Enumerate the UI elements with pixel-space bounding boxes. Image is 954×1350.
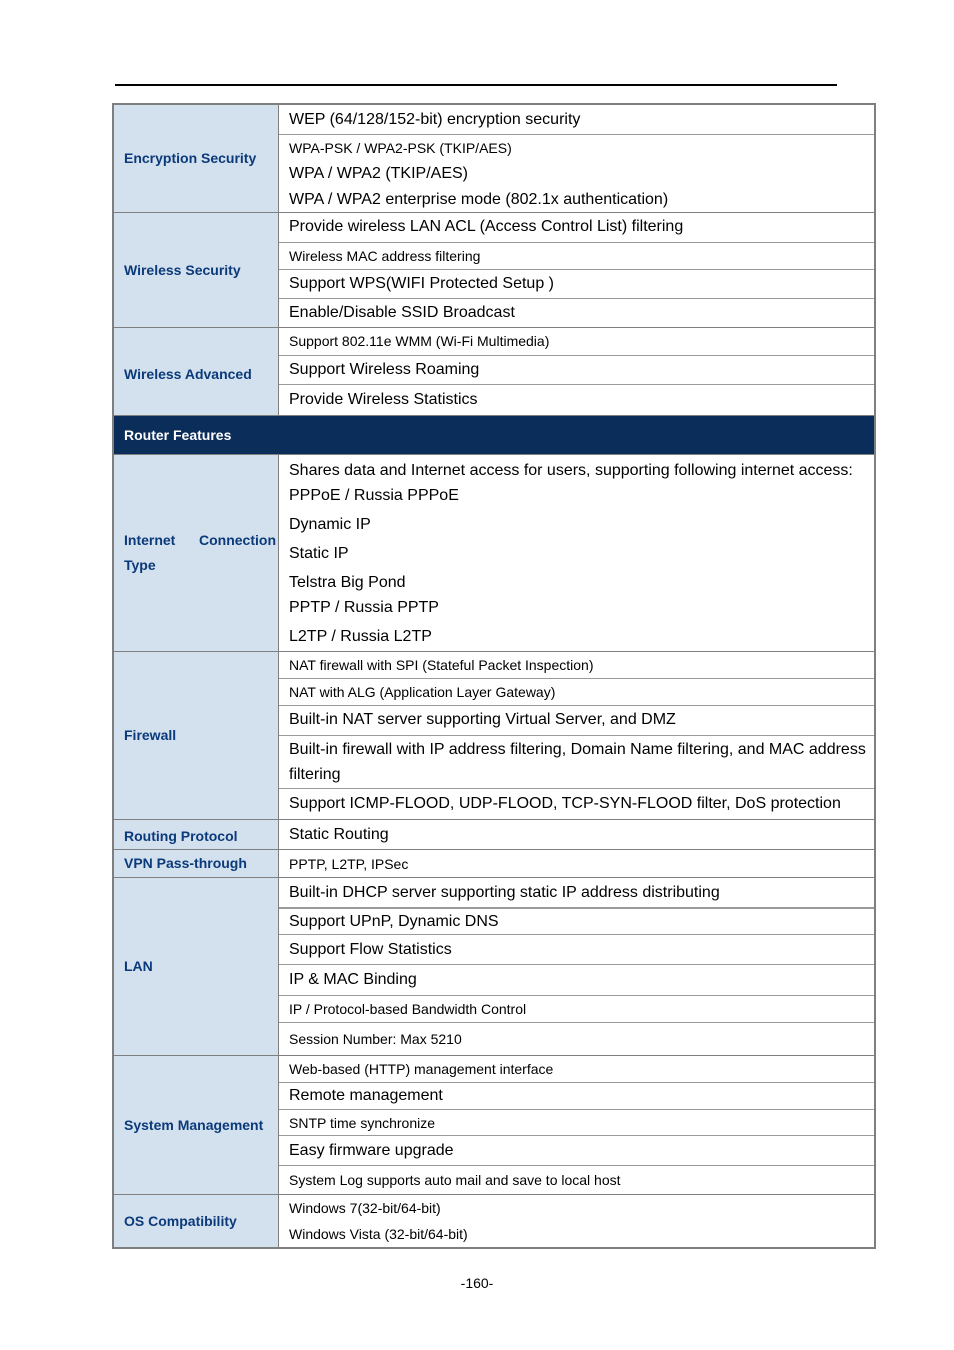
feature-row-group <box>279 135 874 212</box>
feature-list <box>279 850 874 877</box>
feature-row-group <box>279 1195 874 1247</box>
feature-line: WPA-PSK / WPA2-PSK (TKIP/AES) <box>289 139 512 156</box>
feature-row: Provide wireless LAN ACL (Access Control List) filtering <box>279 213 874 243</box>
feature-row: Support UPnP, Dynamic DNS <box>279 908 874 935</box>
feature-row: Web-based (HTTP) management interface <box>279 1056 874 1083</box>
section-header-router-features: Router Features <box>114 416 874 455</box>
category-label-word: Type <box>124 557 156 573</box>
feature-line: WPA / WPA2 enterprise mode (802.1x authentication) <box>289 190 669 208</box>
feature-line: PPPoE / Russia PPPoE <box>289 487 459 504</box>
feature-row: Support ICMP-FLOOD, UDP-FLOOD, TCP-SYN-FLOOD filter, DoS protection <box>289 795 841 813</box>
feature-row: SNTP time synchronize <box>279 1110 874 1137</box>
header-rule <box>115 84 837 86</box>
feature-text: Shares data and Internet access for users, supporting following internet access: <box>289 462 853 479</box>
feature-row: Built-in NAT server supporting Virtual Server, and DMZ <box>279 706 874 736</box>
page-number: -160- <box>460 1275 494 1291</box>
feature-row: Support WPS(WIFI Protected Setup ) <box>279 270 874 300</box>
section-firewall <box>114 652 874 820</box>
section-internet-connection-type <box>114 455 874 652</box>
category-label-word: Internet <box>124 532 176 548</box>
feature-line: L2TP / Russia L2TP <box>289 628 432 645</box>
feature-row: Support Flow Statistics <box>279 935 874 965</box>
section-wireless-security <box>114 213 874 328</box>
feature-row: System Log supports auto mail and save to local host <box>289 1172 621 1189</box>
feature-row: NAT firewall with SPI (Stateful Packet Inspection) <box>279 652 874 679</box>
feature-list <box>279 105 874 212</box>
feature-line: PPTP / Russia PPTP <box>289 599 439 616</box>
feature-list <box>279 213 874 327</box>
section-encryption-security <box>114 105 874 213</box>
category-label: System Management <box>114 1056 279 1194</box>
specification-table <box>112 103 876 1249</box>
feature-row: Enable/Disable SSID Broadcast <box>289 304 515 322</box>
feature-line: filtering <box>289 765 341 783</box>
category-label <box>114 455 279 651</box>
feature-line: Telstra Big Pond <box>289 574 406 591</box>
category-label: Wireless Advanced <box>114 328 279 415</box>
feature-row: WEP (64/128/152-bit) encryption security <box>279 105 874 135</box>
feature-line: Built-in firewall with IP address filtering, Domain Name filtering, and MAC address <box>289 740 866 758</box>
section-wireless-advanced <box>114 328 874 416</box>
category-label: OS Compatibility <box>114 1195 279 1247</box>
feature-row: Support Wireless Roaming <box>279 356 874 386</box>
feature-row <box>279 736 874 790</box>
category-label: Encryption Security <box>114 105 279 212</box>
feature-line: Dynamic IP <box>289 516 371 533</box>
section-vpn-pass-through <box>114 850 874 878</box>
feature-row: Provide Wireless Statistics <box>289 391 478 409</box>
feature-row: Remote management <box>279 1083 874 1110</box>
category-label: VPN Pass-through <box>114 850 279 877</box>
feature-line: Windows 7(32-bit/64-bit) <box>289 1200 441 1216</box>
section-os-compatibility <box>114 1195 874 1247</box>
feature-row: Support 802.11e WMM (Wi-Fi Multimedia) <box>279 328 874 356</box>
feature-row: Wireless MAC address filtering <box>279 243 874 270</box>
feature-row: Session Number: Max 5210 <box>289 1031 462 1047</box>
feature-row: IP & MAC Binding <box>279 965 874 996</box>
feature-row: IP / Protocol-based Bandwidth Control <box>279 996 874 1023</box>
feature-row-group <box>279 455 874 651</box>
section-lan <box>114 878 874 1056</box>
category-label: Firewall <box>114 652 279 819</box>
category-label: LAN <box>114 878 279 1055</box>
feature-row: Built-in DHCP server supporting static IP address distributing <box>279 878 874 908</box>
category-label: Routing Protocol <box>114 820 279 849</box>
feature-list <box>279 878 874 1055</box>
section-routing-protocol <box>114 820 874 850</box>
feature-list <box>279 328 874 415</box>
feature-row: Easy firmware upgrade <box>279 1136 874 1166</box>
feature-line: Windows Vista (32-bit/64-bit) <box>289 1226 468 1242</box>
feature-row: Static Routing <box>289 825 389 843</box>
feature-list <box>279 652 874 819</box>
feature-line: WPA / WPA2 (TKIP/AES) <box>289 164 468 182</box>
section-system-management <box>114 1056 874 1195</box>
feature-line: Static IP <box>289 545 349 562</box>
feature-list <box>279 820 874 849</box>
feature-row: PPTP, L2TP, IPSec <box>289 855 409 872</box>
category-label: Wireless Security <box>114 213 279 327</box>
feature-line <box>289 458 874 483</box>
feature-list <box>279 1056 874 1194</box>
category-label-word: Connection <box>199 532 276 548</box>
feature-row: NAT with ALG (Application Layer Gateway) <box>279 679 874 706</box>
